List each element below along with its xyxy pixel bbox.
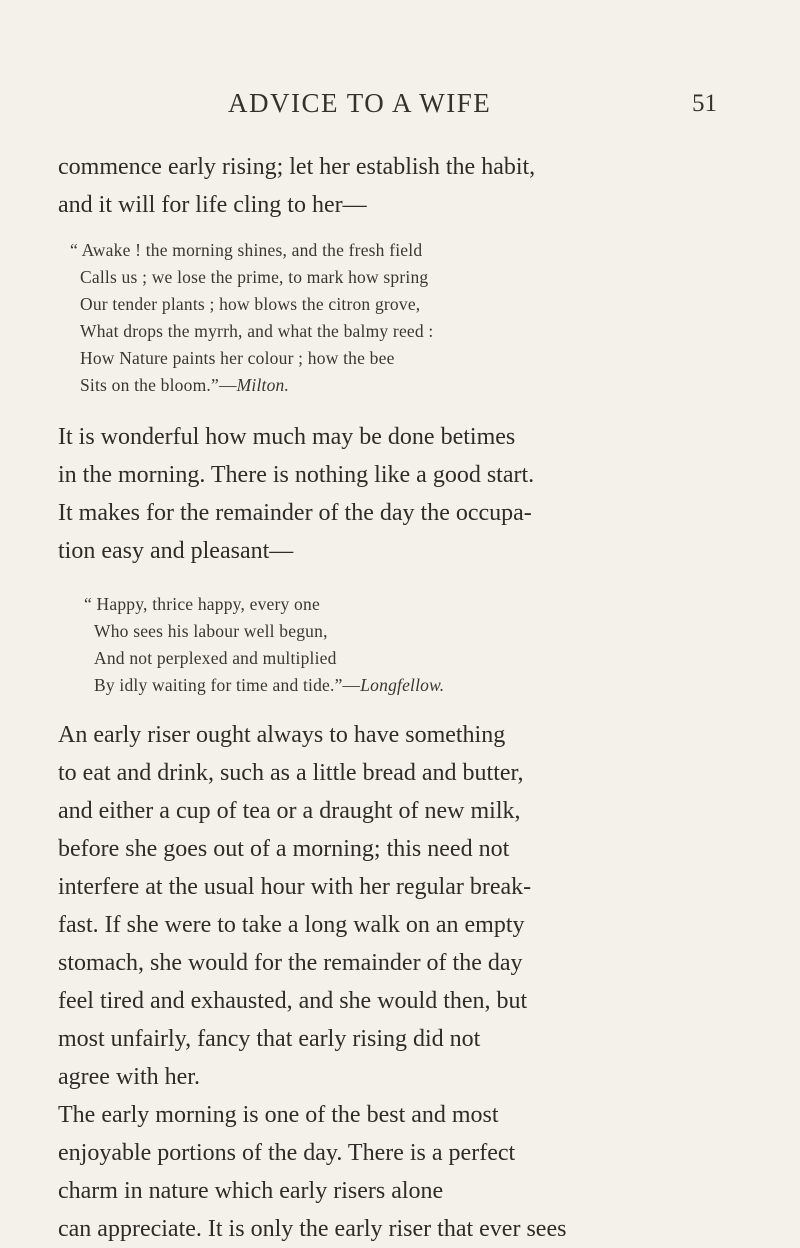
text-line: The early morning is one of the best and most [58, 1102, 499, 1128]
text-line: enjoyable portions of the day. There is a perfect [58, 1140, 516, 1166]
text-line: charm in nature which early risers alone [58, 1178, 444, 1204]
verse-line: How Nature paints her colour ; how the bee [80, 348, 395, 368]
text-line: stomach, she would for the remainder of the day [58, 950, 523, 976]
attribution-longfellow: Longfellow. [360, 675, 445, 695]
text-line: interfere at the usual hour with her regular break- [58, 874, 532, 900]
text-line: agree with her. [58, 1064, 200, 1090]
text-line: to eat and drink, such as a little bread and butter, [58, 760, 524, 786]
verse-line: Calls us ; we lose the prime, to mark how spring [80, 267, 429, 287]
verse-line: And not perplexed and multiplied [94, 648, 337, 668]
verse-line: What drops the myrrh, and what the balmy reed : [80, 321, 434, 341]
page-number: 51 [692, 90, 717, 117]
text-line: It is wonderful how much may be done betimes [58, 424, 516, 450]
running-title: ADVICE TO A WIFE [228, 88, 492, 118]
text-line: and it will for life cling to her— [58, 192, 367, 218]
text-line: before she goes out of a morning; this need not [58, 836, 510, 862]
text-line: and either a cup of tea or a draught of new milk, [58, 798, 521, 824]
verse-line: Our tender plants ; how blows the citron grove, [80, 294, 421, 314]
text-line: tion easy and pleasant— [58, 538, 294, 564]
text-line: feel tired and exhausted, and she would then, but [58, 988, 528, 1014]
text-line: most unfairly, fancy that early rising did not [58, 1026, 481, 1052]
text-line: can appreciate. It is only the early riser that ever sees [58, 1216, 567, 1242]
verse-line: Who sees his labour well begun, [94, 621, 328, 641]
verse-line-last [80, 375, 289, 396]
verse-line: “ Awake ! the morning shines, and the fresh field [70, 240, 423, 260]
verse-text: By idly waiting for time and tide.”— [94, 675, 361, 695]
verse-line: “ Happy, thrice happy, every one [84, 594, 320, 614]
text-line: An early riser ought always to have something [58, 722, 506, 748]
text-line: It makes for the remainder of the day the occupa- [58, 500, 532, 526]
text-line: in the morning. There is nothing like a good start. [58, 462, 535, 488]
verse-text: Sits on the bloom.”— [80, 375, 237, 395]
page-header [0, 88, 800, 124]
verse-line-last [94, 675, 444, 696]
attribution-milton: Milton. [236, 375, 290, 395]
text-line: fast. If she were to take a long walk on an empty [58, 912, 525, 938]
text-line: commence early rising; let her establish the habit, [58, 154, 536, 180]
